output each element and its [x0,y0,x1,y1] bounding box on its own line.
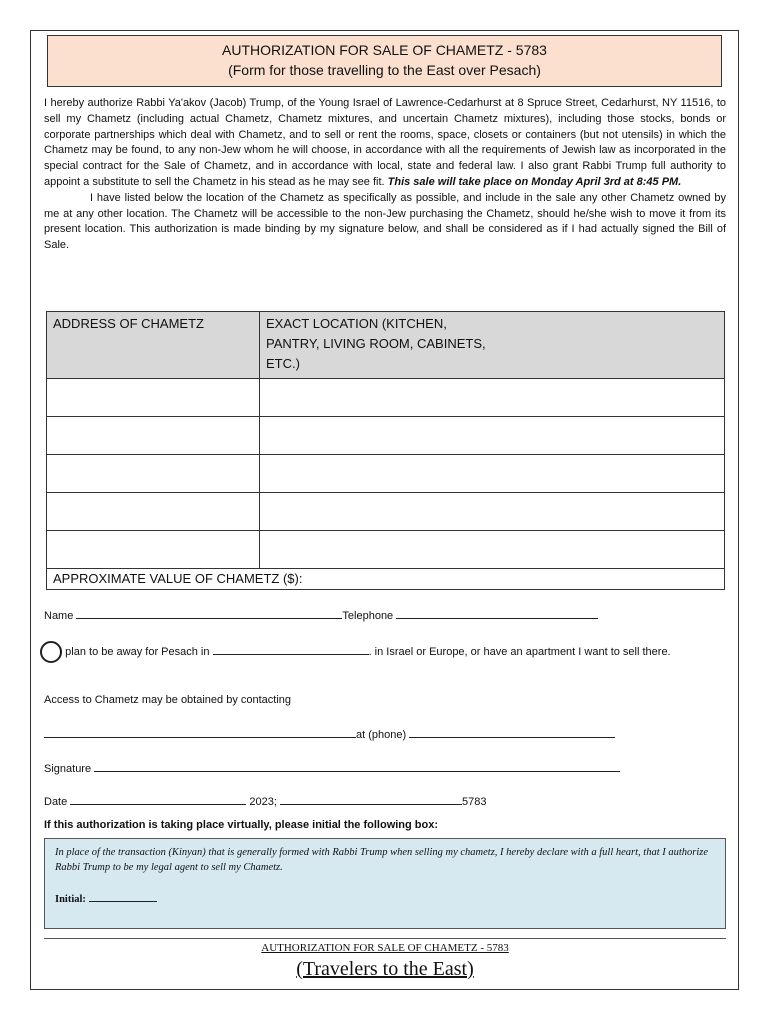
initial-label: Initial: [55,894,86,905]
form-title-box [47,35,722,87]
location-cell[interactable] [260,379,725,417]
date-label: Date [44,796,68,808]
gregorian-year: 2023; [249,796,277,808]
access-contact-field[interactable] [44,727,356,738]
paragraph-1-text: I hereby authorize Rabbi Ya'akov (Jacob) Trump, of the Young Israel of Lawrence-Cedarhurst at 8 Spruce Street, Cedarhurst, NY 11516, to sell my Chametz (including actual Chametz, Chametz mixtures, and uncertain Chametz mixtures), including those stocks, bonds or corporate partnerships which deal with Chametz, and to sell or rent the rooms, space, closets or containers (but not utensils) in which the Chametz may be found, to any non-Jew whom he will choose, in accordance with all the requirements of Jewish law as incorporated in the special contract for the Sale of Chametz, and in accordance with local, state and federal law. I also grant Rabbi Trump full authority to appoint a substitute to sell the Chametz in his stead as he may see fit. [44,97,726,188]
authorization-paragraph-1 [44,96,726,191]
table-row [47,455,725,493]
virtual-authorization-heading: If this authorization is taking place virtually, please initial the following box: [44,819,439,831]
footer-divider [44,938,726,939]
address-cell[interactable] [47,493,260,531]
address-cell[interactable] [47,417,260,455]
footer-title: AUTHORIZATION FOR SALE OF CHAMETZ - 5783 [261,942,509,954]
table-header-row [47,312,725,379]
name-telephone-line [44,608,598,622]
away-text-end: . in Israel or Europe, or have an apartment I want to sell there. [368,645,671,658]
phone-label: at (phone) [356,729,407,741]
telephone-label: Telephone [342,610,394,622]
location-cell[interactable] [260,531,725,569]
table-row [47,493,725,531]
location-column-header [260,312,725,379]
authorization-text [44,96,726,254]
away-statement [44,641,726,663]
address-cell[interactable] [47,455,260,493]
table-row [47,417,725,455]
approximate-value-field[interactable] [47,569,725,590]
approximate-value-label: APPROXIMATE VALUE OF CHAMETZ ($): [53,571,303,586]
away-text-start: I plan to be away for Pesach in [59,645,210,658]
table-row [47,531,725,569]
access-phone-field[interactable] [409,727,615,738]
hebrew-date-field[interactable] [280,794,462,805]
away-location-field[interactable] [213,644,369,655]
virtual-authorization-text: In place of the transaction (Kinyan) that is generally formed with Rabbi Trump when selling my chametz, I hereby declare with a full heart, that I authorize Rabbi Trump to be my legal agent to sell my Chametz. [55,847,709,873]
address-cell[interactable] [47,531,260,569]
name-label: Name [44,610,74,622]
address-cell[interactable] [47,379,260,417]
location-cell[interactable] [260,417,725,455]
signature-line [44,761,620,775]
authorization-paragraph-2: I have listed below the location of the Chametz as specifically as possible, and include in the sale any other Chametz owned by me at any other location. The Chametz will be accessible to the non-Jew purchasing the Chametz, should he/she wish to move it from its present location. This authorization is made binding by my signature below, and shall be considered as if I had actually signed the Bill of Sale. [44,191,726,252]
signature-label: Signature [44,763,92,775]
initial-field[interactable] [89,891,157,902]
location-cell[interactable] [260,493,725,531]
virtual-authorization-box [44,838,726,929]
address-column-header: ADDRESS OF CHAMETZ [47,312,260,379]
initial-line [55,891,715,907]
sale-date-emphasis: This sale will take place on Monday April 3rd at 8:45 PM. [387,175,682,188]
form-title: AUTHORIZATION FOR SALE OF CHAMETZ - 5783 [222,42,547,58]
date-line [44,794,486,808]
approximate-value-row [47,569,725,590]
form-subtitle: (Form for those travelling to the East over Pesach) [228,62,541,78]
table-row [47,379,725,417]
access-label: Access to Chametz may be obtained by contacting [44,694,292,706]
name-field[interactable] [76,608,342,619]
date-field[interactable] [70,794,246,805]
access-contact-line [44,727,615,741]
location-cell[interactable] [260,455,725,493]
telephone-field[interactable] [396,608,598,619]
signature-field[interactable] [94,761,620,772]
location-column-header-text: EXACT LOCATION (KITCHEN, PANTRY, LIVING ROOM, CABINETS, ETC.) [266,316,486,371]
footer-subtitle: (Travelers to the East) [296,958,474,980]
chametz-location-table [46,311,725,590]
hebrew-year: 5783 [461,796,487,808]
